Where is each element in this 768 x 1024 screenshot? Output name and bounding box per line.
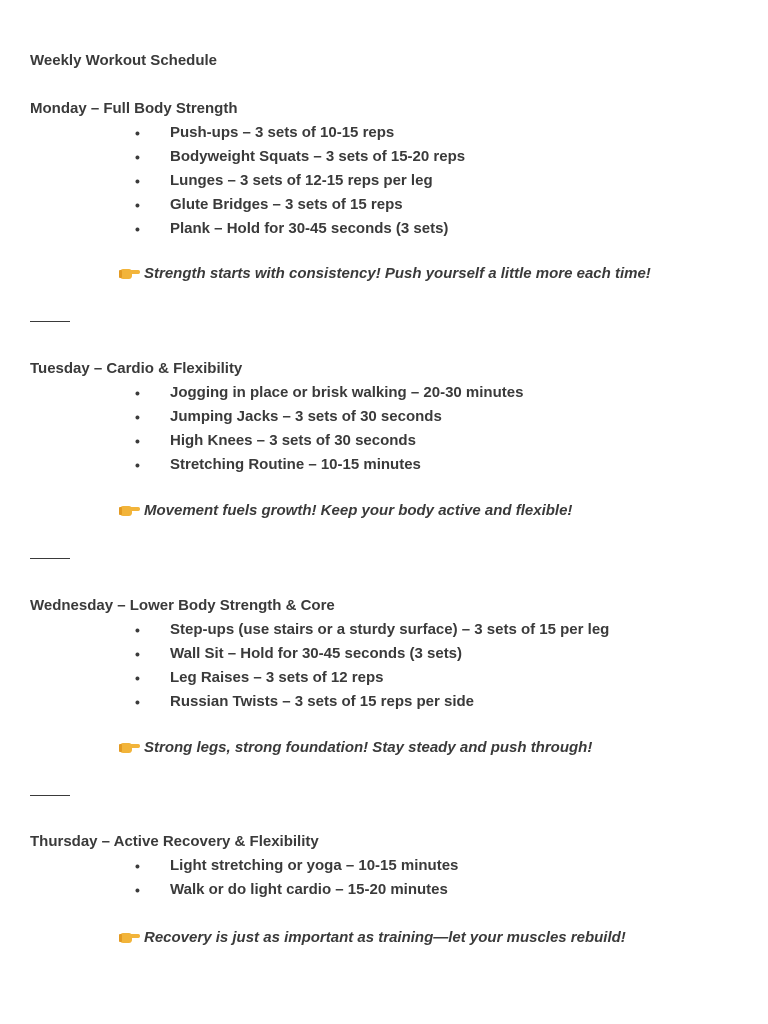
exercise-text: Light stretching or yoga – 10-15 minutes [170, 857, 459, 874]
exercise-text: Jumping Jacks – 3 sets of 30 seconds [170, 408, 442, 425]
exercise-text: Glute Bridges – 3 sets of 15 reps [170, 196, 403, 213]
motivation-text: Recovery is just as important as training—let your muscles rebuild! [144, 929, 626, 946]
day-heading: Thursday – Active Recovery & Flexibility [30, 833, 319, 850]
pointing-hand-icon [119, 503, 141, 517]
bullet-icon: • [135, 622, 140, 638]
motivation-note [119, 738, 592, 758]
section-divider [30, 558, 70, 559]
bullet-icon: • [135, 221, 140, 237]
bullet-icon: • [135, 670, 140, 686]
motivation-note [119, 264, 651, 284]
exercise-text: Walk or do light cardio – 15-20 minutes [170, 881, 448, 898]
bullet-icon: • [135, 858, 140, 874]
exercise-text: High Knees – 3 sets of 30 seconds [170, 432, 416, 449]
pointing-hand-icon [119, 930, 141, 944]
exercise-text: Push-ups – 3 sets of 10-15 reps [170, 124, 395, 141]
pointing-hand-icon [119, 740, 141, 754]
bullet-icon: • [135, 457, 140, 473]
exercise-text: Step-ups (use stairs or a sturdy surface) – 3 sets of 15 per leg [170, 621, 610, 638]
motivation-note [119, 928, 626, 948]
exercise-text: Lunges – 3 sets of 12-15 reps per leg [170, 172, 433, 189]
bullet-icon: • [135, 385, 140, 401]
exercise-text: Jogging in place or brisk walking – 20-30 minutes [170, 384, 524, 401]
motivation-note [119, 501, 572, 521]
day-heading: Monday – Full Body Strength [30, 100, 238, 117]
motivation-text: Strength starts with consistency! Push yourself a little more each time! [144, 265, 651, 282]
bullet-icon: • [135, 197, 140, 213]
bullet-icon: • [135, 433, 140, 449]
exercise-text: Stretching Routine – 10-15 minutes [170, 456, 421, 473]
bullet-icon: • [135, 409, 140, 425]
motivation-text: Movement fuels growth! Keep your body active and flexible! [144, 502, 573, 519]
document-title: Weekly Workout Schedule [30, 52, 217, 69]
motivation-text: Strong legs, strong foundation! Stay steady and push through! [144, 739, 593, 756]
bullet-icon: • [135, 694, 140, 710]
section-divider [30, 321, 70, 322]
day-heading: Tuesday – Cardio & Flexibility [30, 360, 243, 377]
day-heading: Wednesday – Lower Body Strength & Core [30, 597, 335, 614]
bullet-icon: • [135, 882, 140, 898]
exercise-text: Plank – Hold for 30-45 seconds (3 sets) [170, 220, 449, 237]
bullet-icon: • [135, 173, 140, 189]
exercise-text: Russian Twists – 3 sets of 15 reps per side [170, 693, 475, 710]
section-divider [30, 795, 70, 796]
pointing-hand-icon [119, 266, 141, 280]
exercise-text: Leg Raises – 3 sets of 12 reps [170, 669, 384, 686]
bullet-icon: • [135, 646, 140, 662]
exercise-text: Bodyweight Squats – 3 sets of 15-20 reps [170, 148, 466, 165]
exercise-text: Wall Sit – Hold for 30-45 seconds (3 sets) [170, 645, 463, 662]
bullet-icon: • [135, 149, 140, 165]
bullet-icon: • [135, 125, 140, 141]
